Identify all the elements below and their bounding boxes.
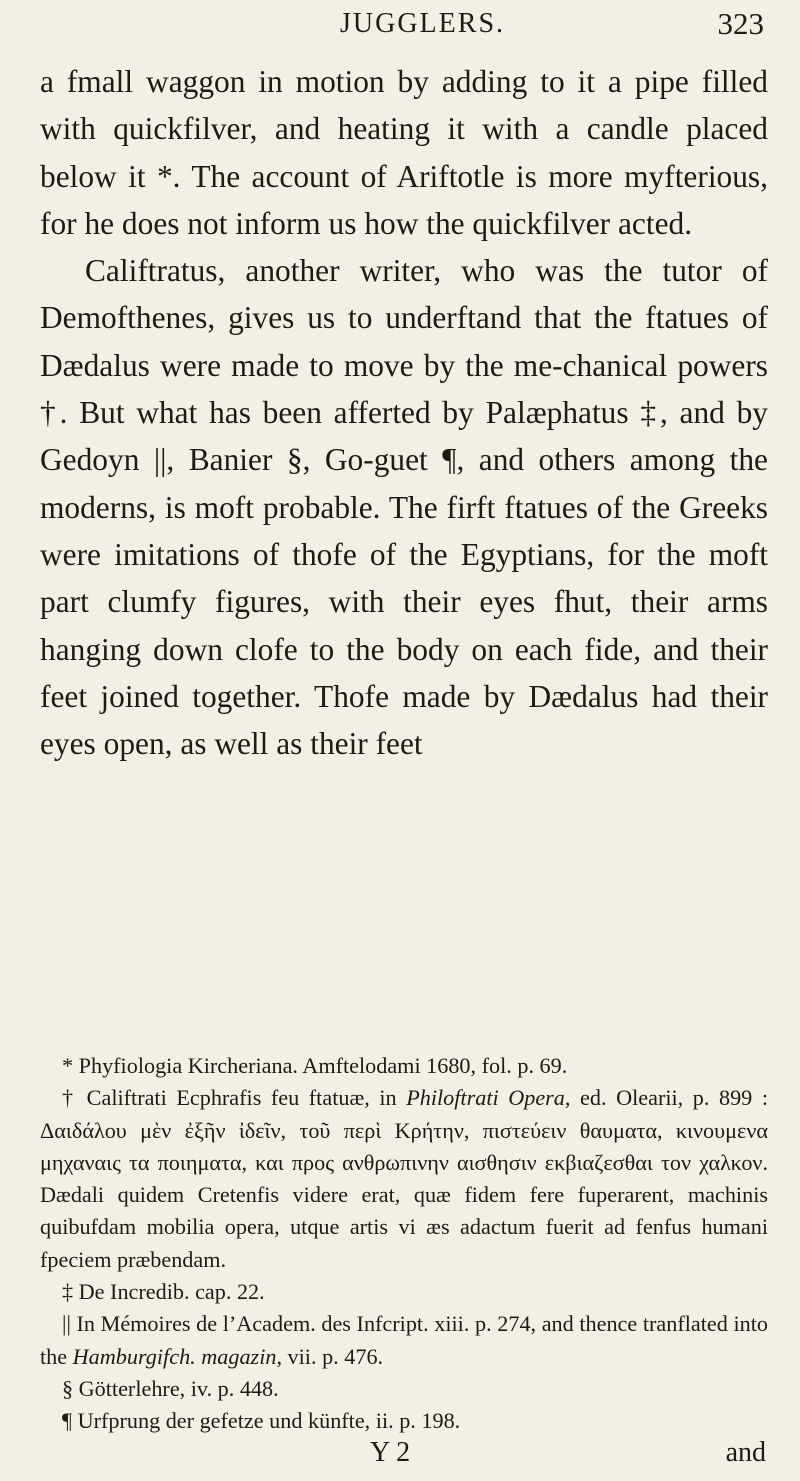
footnotes	[40, 1050, 768, 1438]
footnote-califtrati	[40, 1082, 768, 1276]
footnote-work-title: Hamburgifch. magazin	[72, 1343, 277, 1369]
footnote-text: || In Mémoires de l’Academ. des Infcript. xiii. p. 274, and thence tranflated into the	[40, 1311, 768, 1369]
footnote-text: , ed. Olearii, p. 899 : Δαιδάλου μὲν ἐξῆν ἰδεῖν, τοῦ περὶ Κρήτην, πιστεύειν θαυματα, κινουμενα μηχαναις τα ποιηματα, και προς ανθρωπινην αισθησιν εκβιαζεσθαι τον χαλκον. Dædali quidem Cretenfis videre erat, quæ fidem fere fuperarent, machinis quibufdam mobilia opera, utque artis vi æs adactum fuerit ad fenfus humani fpeciem præbendam.	[40, 1085, 768, 1272]
page-footer	[40, 1437, 768, 1477]
footnote-text: , vii. p. 476.	[276, 1343, 384, 1369]
running-head	[40, 8, 770, 48]
footnote-memoires	[40, 1308, 768, 1373]
footnote-text: † Califtrati Ecphrafis feu ftatuæ, in	[62, 1085, 407, 1111]
page-number: 323	[717, 6, 764, 41]
main-text	[40, 58, 768, 767]
footnote-incredib: ‡ De Incredib. cap. 22.	[62, 1279, 265, 1305]
signature-mark: Y 2	[370, 1437, 411, 1468]
footnote-kircheriana: * Phyfiologia Kircheriana. Amftelodami 1680, fol. p. 69.	[62, 1053, 568, 1078]
footnote-gotterlehre: § Götterlehre, iv. p. 448.	[62, 1375, 279, 1401]
paragraph-califtratus: Califtratus, another writer, who was the tutor of Demofthenes, gives us to underftand that the ftatues of Dædalus were made to move by the me-chanical powers †. But what has been afferted by Palæphatus ‡, and by Gedoyn ||, Banier §, Go-guet ¶, and others among the moderns, is moft probable. The firft ftatues of the Greeks were imitations of thofe of the Egyptians, for the moft part clumfy figures, with their eyes fhut, their arms hanging down clofe to the body on each fide, and their feet joined together. Thofe made by Dædalus had their eyes open, as well as their feet	[40, 253, 768, 762]
footnote-work-title: Philoftrati Opera	[406, 1085, 565, 1111]
catchword: and	[725, 1437, 766, 1468]
footnote-urfprung: ¶ Urfprung der gefetze und künfte, ii. p. 198.	[62, 1408, 461, 1434]
running-title: JUGGLERS.	[340, 8, 506, 39]
paragraph-continued: a fmall waggon in motion by adding to it a pipe filled with quickfilver, and heating it with a candle placed below it *. The account of Ariftotle is more myfterious, for he does not inform us how the quickfilver acted.	[40, 64, 768, 241]
